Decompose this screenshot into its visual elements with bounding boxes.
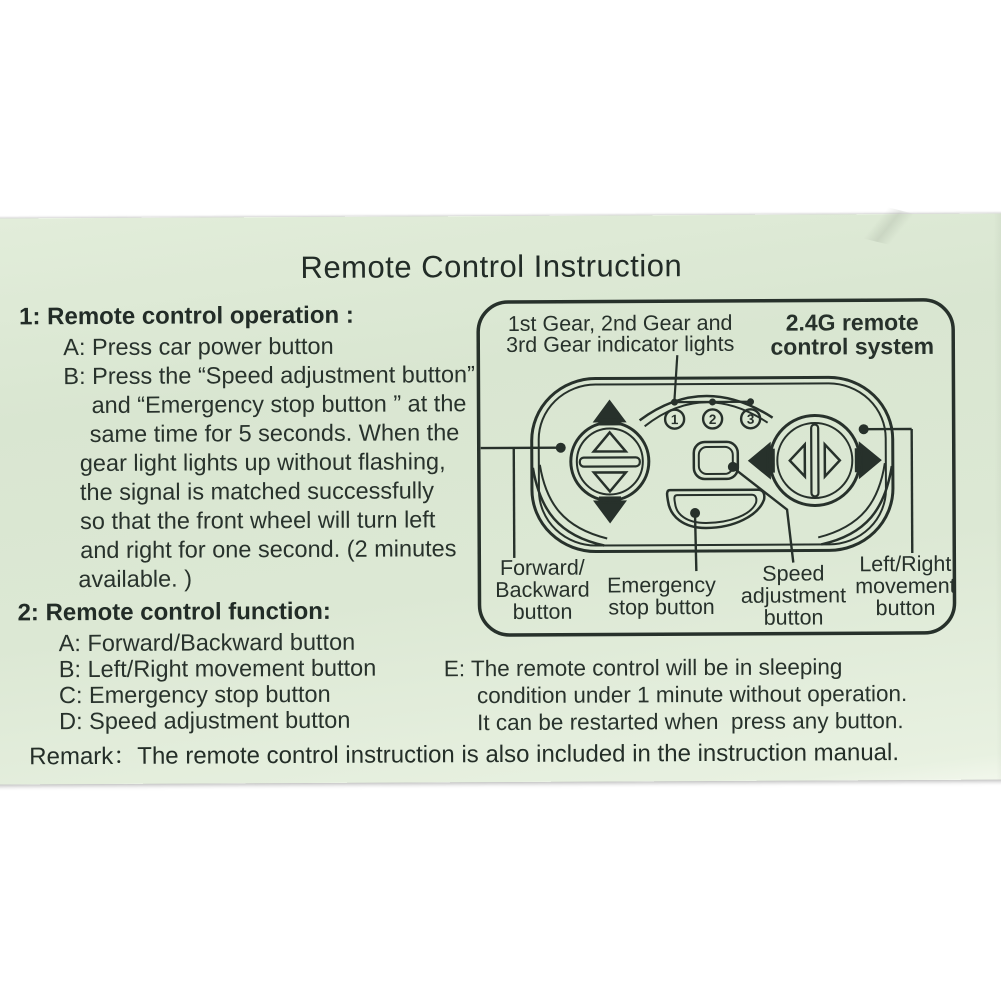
label-left-right xyxy=(855,552,956,620)
up-triangle-icon xyxy=(594,432,626,451)
note-e-line1: E: The remote control will be in sleeping xyxy=(443,654,843,682)
note-e-line2: condition under 1 minute without operation. xyxy=(476,681,908,709)
remark-line: Remark：The remote control instruction is also included in the instruction manual. xyxy=(29,739,900,771)
function-b: B: Left/Right movement button xyxy=(58,654,377,683)
step-1b-cont: so that the front wheel will turn left xyxy=(80,506,436,535)
svg-text:button: button xyxy=(875,595,936,621)
forward-backward-dpad xyxy=(571,399,650,523)
function-c: C: Emergency stop button xyxy=(58,680,331,709)
arrow-down-icon xyxy=(593,500,627,523)
svg-text:Left/Right: Left/Right xyxy=(859,551,952,577)
step-1b-cont: available. ) xyxy=(78,565,193,593)
function-a: A: Forward/Backward button xyxy=(58,628,356,657)
svg-text:movement: movement xyxy=(855,573,956,599)
label-emergency-stop xyxy=(607,573,716,620)
svg-text:1st Gear, 2nd Gear and: 1st Gear, 2nd Gear and xyxy=(507,310,733,336)
gear-lights-label xyxy=(506,311,734,357)
svg-text:button: button xyxy=(763,605,824,630)
instruction-sheet xyxy=(0,214,1001,785)
down-triangle-icon xyxy=(594,472,626,491)
section2-heading: 2: Remote control function: xyxy=(17,597,331,627)
function-d: D: Speed adjustment button xyxy=(59,706,351,735)
svg-text:Emergency: Emergency xyxy=(606,572,716,598)
leader-emergency xyxy=(695,517,696,571)
svg-text:Forward/: Forward/ xyxy=(499,555,585,581)
leader-forward-backward xyxy=(481,443,567,558)
note-e-line3: It can be restarted when press any button. xyxy=(477,708,904,736)
svg-text:stop button: stop button xyxy=(608,594,715,620)
svg-text:3: 3 xyxy=(746,411,755,427)
step-1b-cont: the signal is matched successfully xyxy=(79,477,434,506)
svg-text:button: button xyxy=(512,599,573,624)
right-triangle-icon xyxy=(825,444,840,476)
svg-text:1: 1 xyxy=(670,412,679,428)
svg-text:Speed: Speed xyxy=(762,561,825,586)
label-speed-adjustment xyxy=(741,561,847,630)
left-triangle-icon xyxy=(790,445,805,477)
horizontal-slot xyxy=(580,457,640,466)
svg-text:2.4G remote: 2.4G remote xyxy=(785,308,919,336)
svg-text:2: 2 xyxy=(708,411,717,427)
gear-indicator-lights xyxy=(665,398,760,428)
system-label xyxy=(770,309,934,360)
svg-text:Backward: Backward xyxy=(495,577,590,603)
step-1b-cont: and right for one second. (2 minutes xyxy=(80,535,457,564)
svg-text:adjustment: adjustment xyxy=(740,583,847,608)
vertical-slot xyxy=(811,424,818,496)
label-forward-backward xyxy=(495,556,590,624)
speed-adjustment-button xyxy=(694,442,738,479)
remote-diagram xyxy=(471,292,973,654)
step-1a: A: Press car power button xyxy=(63,332,334,361)
emergency-stop-button xyxy=(667,490,764,528)
step-1b-cont: same time for 5 seconds. When the xyxy=(89,419,460,448)
svg-text:control system: control system xyxy=(770,332,935,360)
section1-heading: 1: Remote control operation : xyxy=(19,301,354,331)
step-1b-cont: and “Emergency stop button ” at the xyxy=(91,390,467,418)
svg-text:3rd Gear indicator lights: 3rd Gear indicator lights xyxy=(506,331,735,357)
page-title: Remote Control Instruction xyxy=(300,248,683,285)
step-1b-cont: gear light lights up without flashing, xyxy=(79,448,446,477)
paper-edge-shadow xyxy=(994,214,1001,780)
step-1b: B: Press the “Speed adjustment button” xyxy=(63,361,475,390)
